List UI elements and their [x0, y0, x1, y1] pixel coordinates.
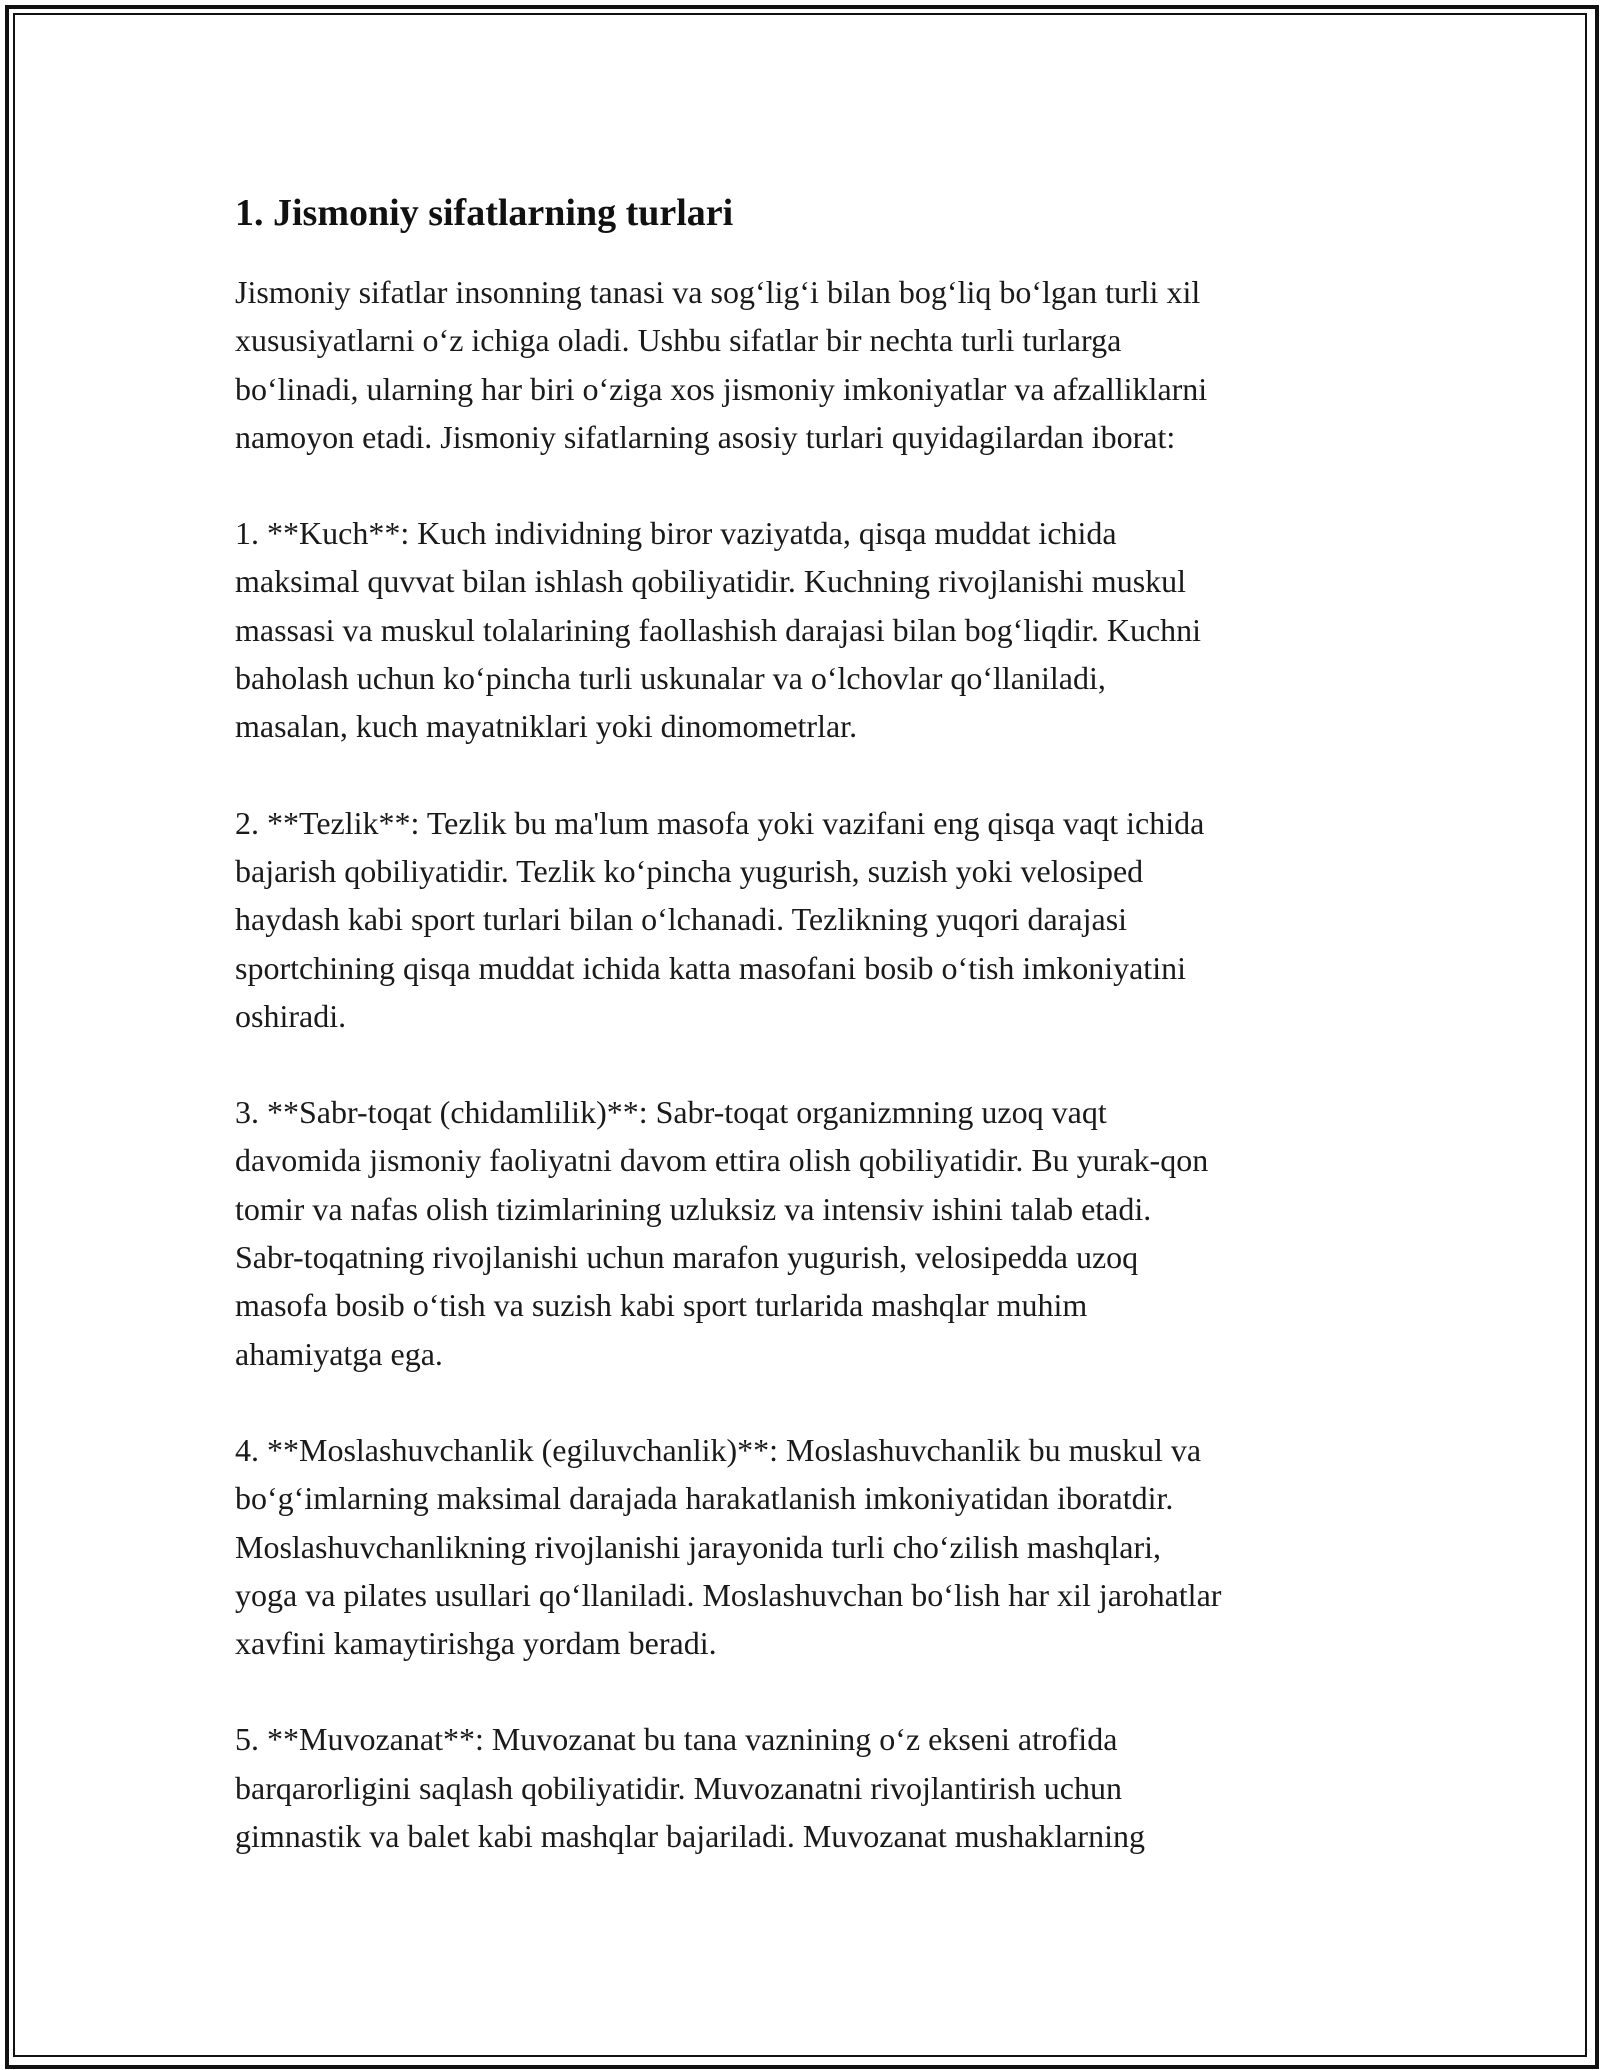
paragraph-speed: 2. **Tezlik**: Tezlik bu ma'lum masofa yoki vazifani eng qisqa vaqt ichida bajarish qobiliyatidir. Tezlik ko‘pincha yugurish, suzish yoki velosiped haydash kabi sport turlari bilan o‘lchanadi. Tezlikning yuqori darajasi sportchining qisqa muddat ichida katta masofani bosib o‘tish imkoniyatini oshiradi. [235, 804, 1205, 1034]
document-body [235, 186, 1385, 1908]
paragraph-endurance: 3. **Sabr-toqat (chidamlilik)**: Sabr-toqat organizmning uzoq vaqt davomida jismoniy faoliyatni davom ettira olish qobiliyatidir. Bu yurak-qon tomir va nafas olish tizimlarining uzluksiz va intensiv ishini talab etadi. Sabr-toqatning rivojlanishi uchun marafon yugurish, velosipedda uzoq masofa bosib o‘tish va suzish kabi sport turlarida mashqlar muhim ahamiyatga ega. [235, 1094, 1209, 1372]
paragraph-balance: 5. **Muvozanat**: Muvozanat bu tana vaznining o‘z ekseni atrofida barqarorligini saqlash qobiliyatidir. Muvozanatni rivojlantirish uchun gimnastik va balet kabi mashqlar bajariladi. Muvozanat mushaklarning [235, 1721, 1145, 1855]
paragraph-flexibility: 4. **Moslashuvchanlik (egiluvchanlik)**: Moslashuvchanlik bu muskul va bo‘g‘imlarning maksimal darajada harakatlanish imkoniyatidan iboratdir. Moslashuvchanlikning rivojlanishi jarayonida turli cho‘zilish mashqlari, yoga va pilates usullari qo‘llaniladi. Moslashuvchan bo‘lish har xil jarohatlar xavfini kamaytirishga yordam beradi. [235, 1431, 1222, 1662]
intro-paragraph: Jismoniy sifatlar insonning tanasi va sog‘lig‘i bilan bog‘liq bo‘lgan turli xil xususiyatlarni o‘z ichiga oladi. Ushbu sifatlar bir nechta turli turlarga bo‘linadi, ularning har biri o‘ziga xos jismoniy imkoniyatlar va afzalliklarni namoyon etadi. Jismoniy sifatlarning asosiy turlari quyidagilardan iborat: [235, 274, 1208, 455]
paragraph-strength: 1. **Kuch**: Kuch individning biror vaziyatda, qisqa muddat ichida maksimal quvvat bilan ishlash qobiliyatidir. Kuchning rivojlanishi muskul massasi va muskul tolalarining faollashish darajasi bilan bog‘liqdir. Kuchni baholash uchun ko‘pincha turli uskunalar va o‘lchovlar qo‘llaniladi, masalan, kuch mayatniklari yoki dinomometrlar. [235, 515, 1202, 745]
section-title: 1. Jismoniy sifatlarning turlari [235, 192, 734, 234]
